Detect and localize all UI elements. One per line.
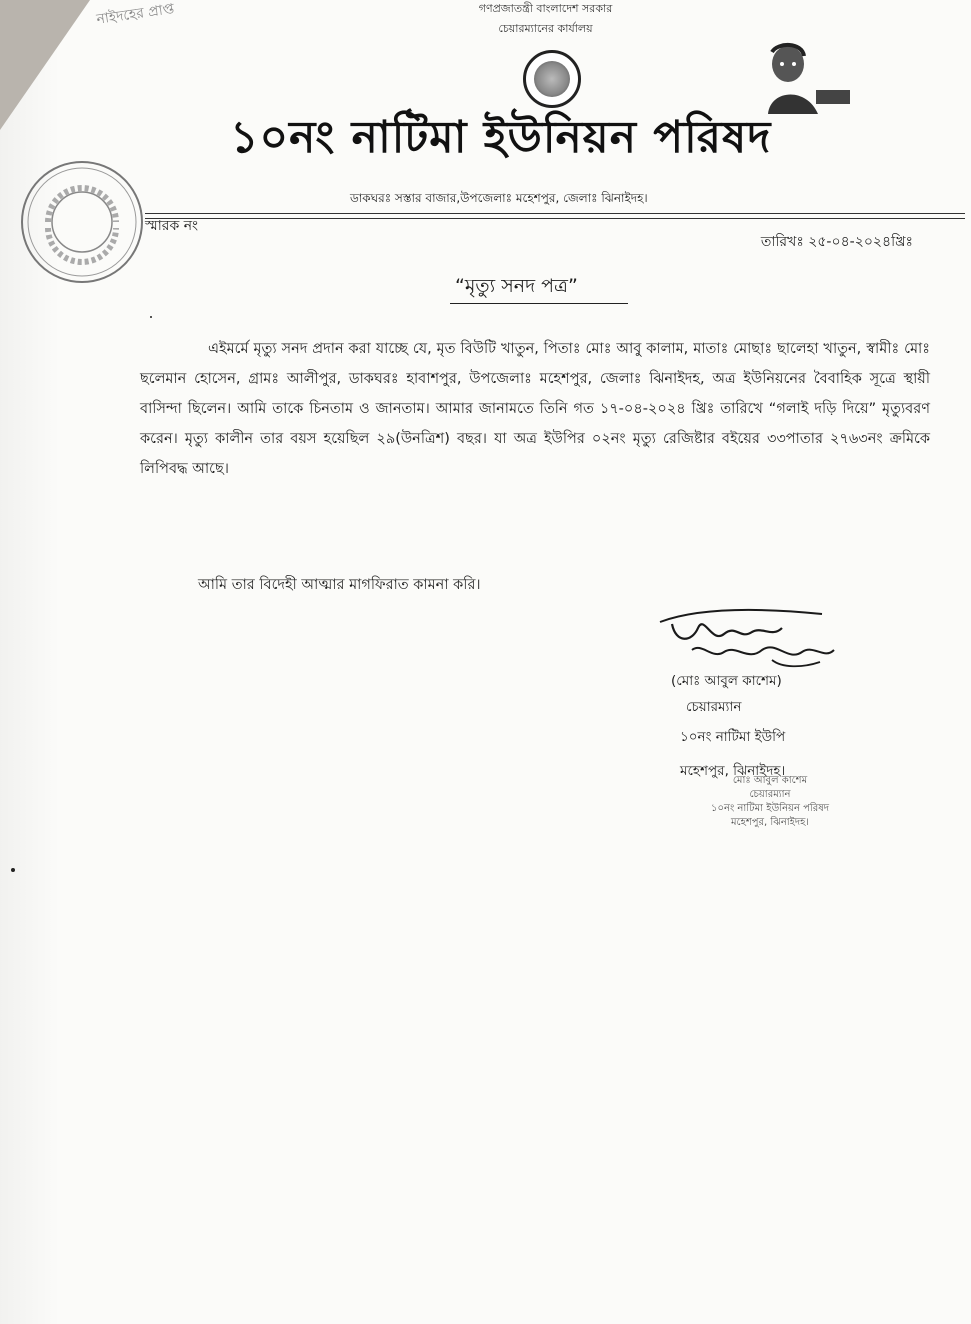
speck: [150, 316, 152, 318]
signatory-name: (মোঃ আবুল কাশেম): [671, 673, 782, 689]
office-seal-icon: [18, 158, 146, 286]
signatory-role: চেয়ারম্যান: [686, 699, 742, 715]
stamp-line: মোঃ আবুল কাশেম: [732, 775, 808, 786]
closing-prayer: আমি তার বিদেহী আত্মার মাগফিরাত কামনা করি।: [198, 577, 481, 593]
union-council-title: ১০নং নাটিমা ইউনিয়ন পরিষদ: [230, 112, 772, 163]
council-address: ডাকঘরঃ সস্তার বাজার,উপজেলাঃ মহেশপুর, জেলাঃ ঝিনাইদহ।: [350, 191, 648, 205]
certificate-body: এইমর্মে মৃত্যু সনদ প্রদান করা যাচ্ছে যে, মৃত বিউটি খাতুন, পিতাঃ মোঃ আবু কালাম, মাতাঃ মোছাঃ ছালেহা খাতুন, স্বামীঃ মোঃ ছলেমান হোসেন, গ্রামঃ আলীপুর, ডাকঘরঃ হাবাশপুর, উপজেলাঃ মহেশপুর, জেলাঃ ঝিনাইদহ, অত্র ইউনিয়নের বৈবাহিক সূত্রে স্থায়ী বাসিন্দা ছিলেন। আমি তাকে চিনতাম ও জানতাম। আমার জানামতে তিনি গত ১৭-০৪-২০২৪ খ্রিঃ তারিখে “গলাই দড়ি দিয়ে” মৃত্যুবরণ করেন। মৃত্যু কালীন তার বয়স হয়েছিল ২৯(উনত্রিশ) বছর। যা অত্র ইউপির ০২নং মৃত্যু রেজিষ্টার বইয়ের ৩৩পাতার ২৭৬৩নং ক্রমিকে লিপিবদ্ধ আছে।: [140, 341, 930, 477]
handwritten-signature: [652, 604, 842, 676]
header-rule-secondary: [145, 218, 965, 219]
speck: [11, 868, 15, 872]
government-line: গণপ্রজাতন্ত্রী বাংলাদেশ সরকার: [478, 2, 613, 15]
office-line: চেয়ারম্যানের কার্যালয়: [498, 22, 593, 35]
stamp-line: ১০নং নাটিমা ইউনিয়ন পরিষদ: [710, 803, 830, 814]
certificate-title: “মৃত্যু সনদ পত্র”: [455, 275, 578, 297]
corner-note: নাইদহের প্রাপ্ত: [95, 1, 176, 28]
issue-date: তারিখঃ ২৫-০৪-২০২৪খ্রিঃ: [760, 234, 913, 250]
header-rule: [145, 213, 965, 214]
stamp-line: চেয়ারম্যান: [749, 789, 791, 800]
chairman-stamp: [700, 774, 840, 830]
title-underline: [450, 303, 628, 304]
stamp-line: মহেশপুর, ঝিনাইদহ।: [731, 817, 809, 828]
memo-number-label: স্মারক নং: [145, 218, 199, 234]
signatory-organization: ১০নং নাটিমা ইউপি: [680, 729, 786, 745]
government-emblem-icon: [523, 50, 581, 108]
signatory-location: মহেশপুর, ঝিনাইদহ।: [680, 763, 786, 779]
